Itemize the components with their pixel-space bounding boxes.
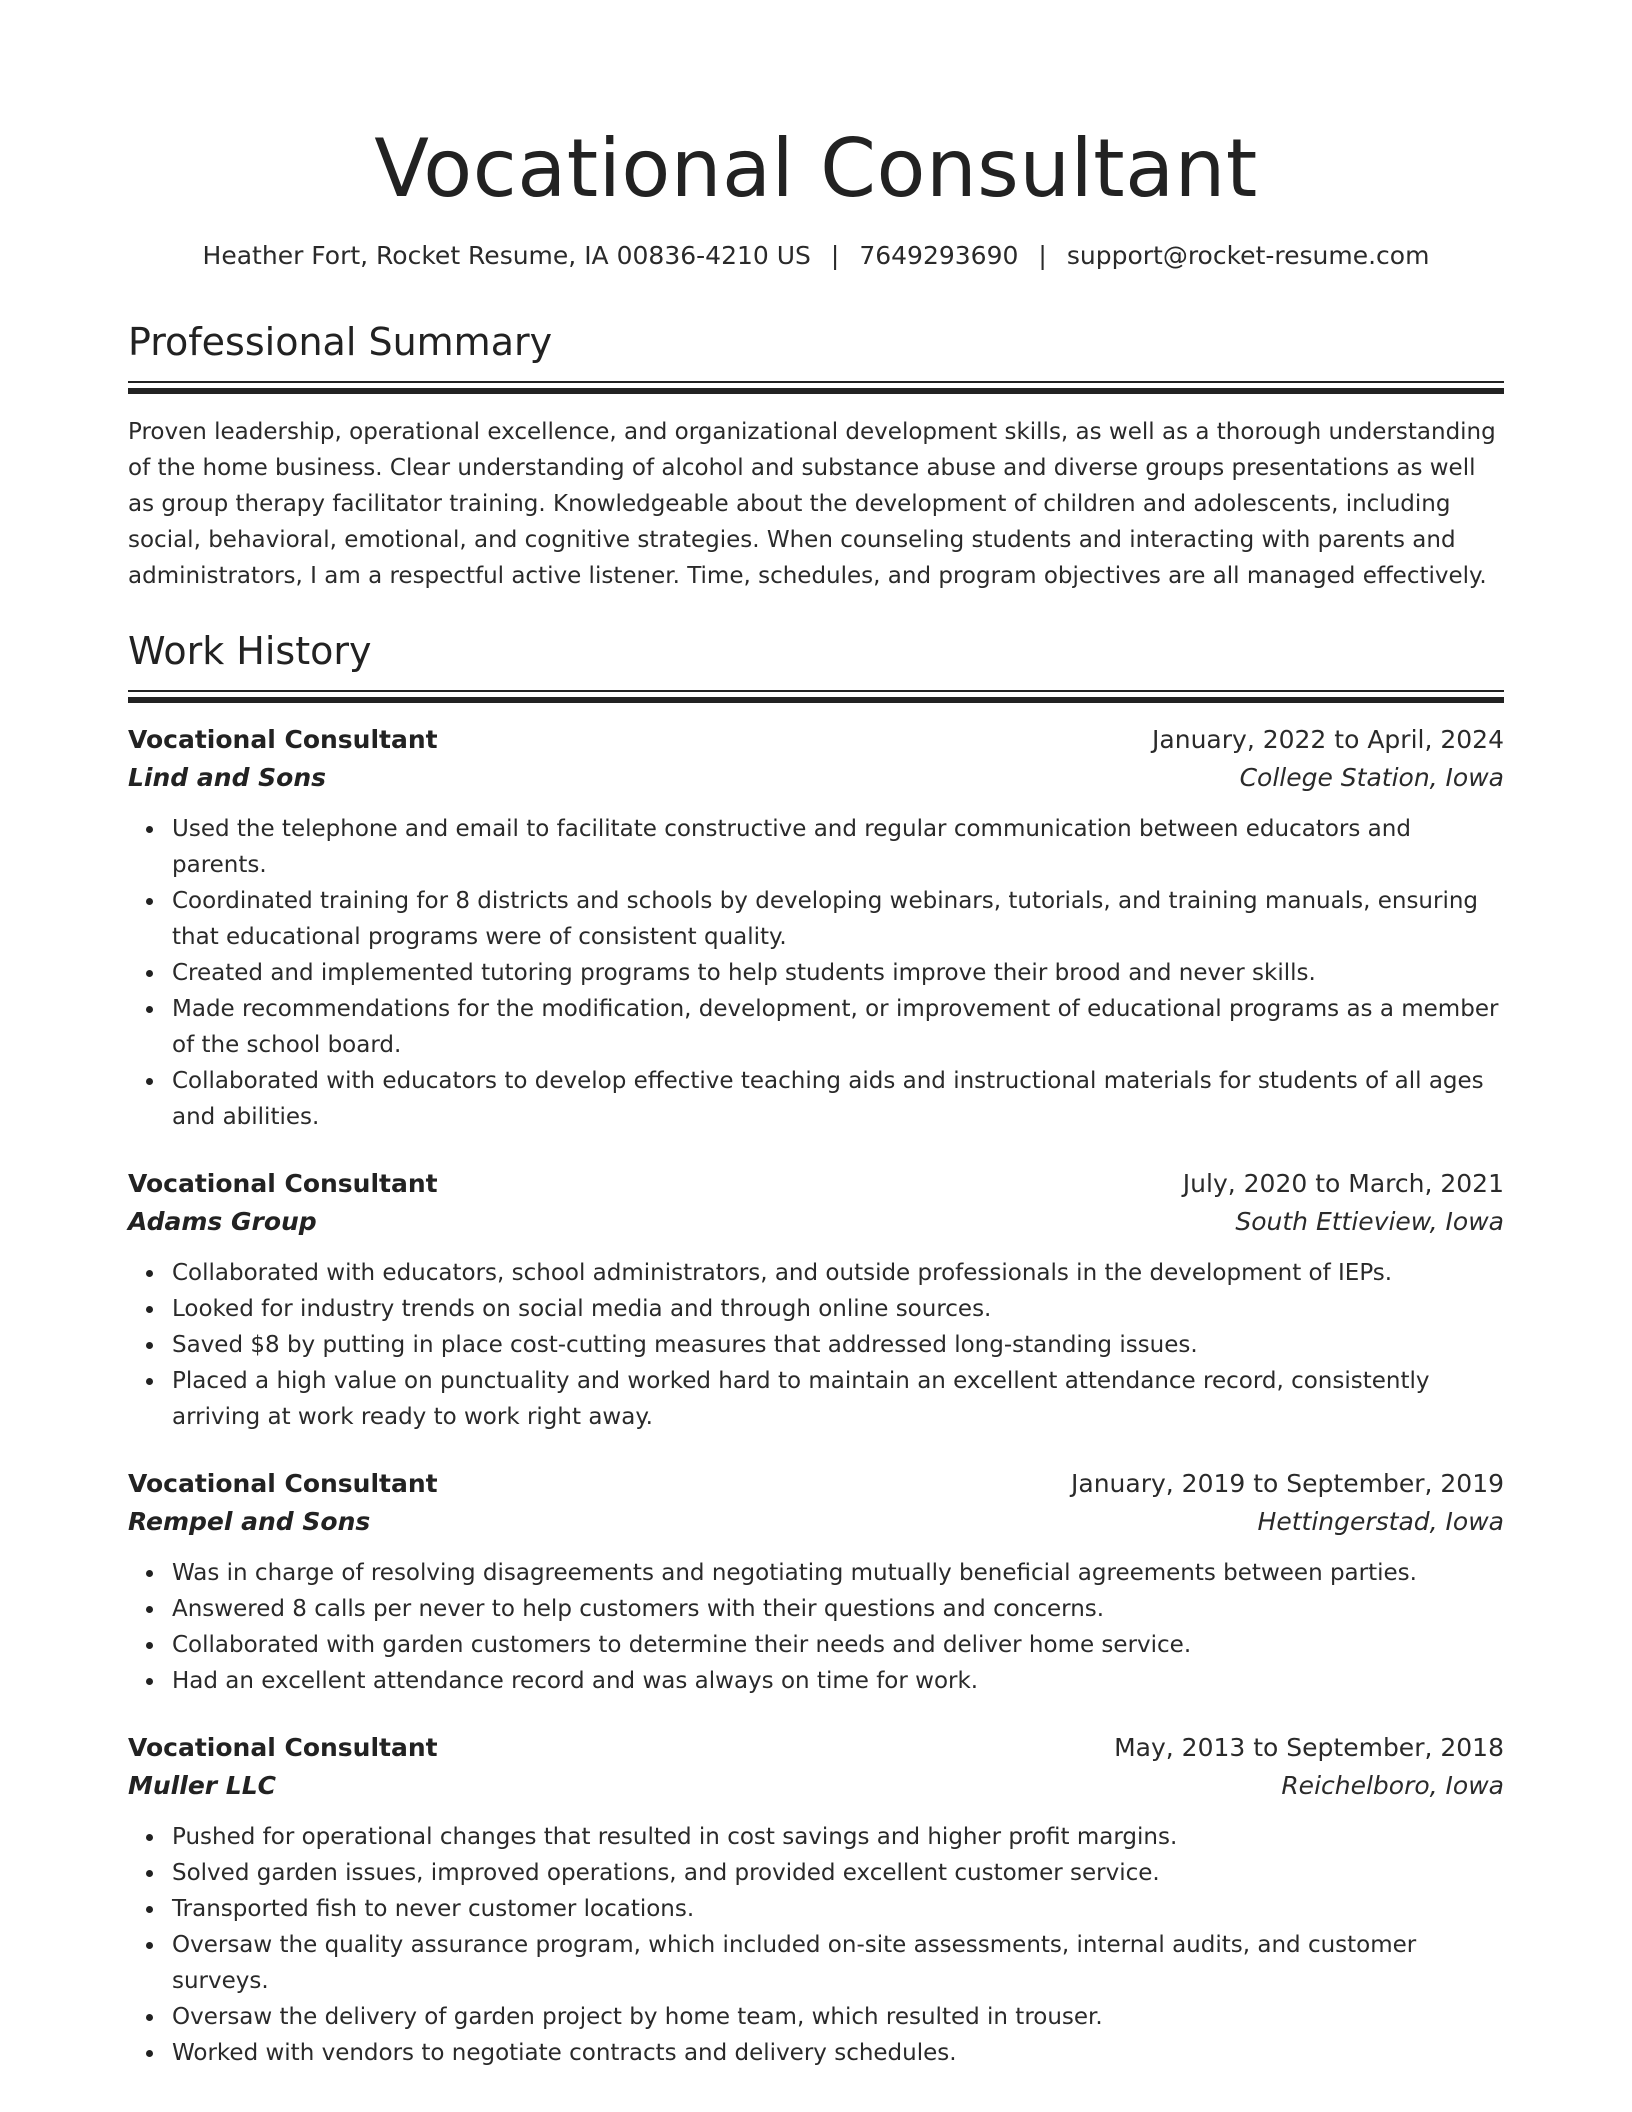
summary-heading: Professional Summary <box>128 320 553 364</box>
job-bullet: Had an excellent attendance record and was always on time for work. <box>172 1663 1504 1699</box>
resume-title: Vocational Consultant <box>374 122 1258 215</box>
job-title: Vocational Consultant <box>128 1169 438 1198</box>
job-bullet: Saved $8 by putting in place cost-cutting measures that addressed long-standing issues. <box>172 1327 1504 1363</box>
job-bullet: Collaborated with educators to develop effective teaching aids and instructional materials for students of all ages and abilities. <box>172 1063 1504 1135</box>
contact-email: support@rocket-resume.com <box>1066 241 1430 270</box>
job-entry <box>128 721 1504 1135</box>
job-bullet: Worked with vendors to negotiate contracts and delivery schedules. <box>172 2035 1504 2071</box>
job-bullet: Transported fish to never customer locations. <box>172 1891 1504 1927</box>
section-divider <box>128 690 1504 703</box>
job-location: Reichelboro, Iowa <box>1281 1771 1504 1800</box>
job-bullet: Oversaw the quality assurance program, which included on-site assessments, internal audits, and customer surveys. <box>172 1927 1504 1999</box>
job-company: Rempel and Sons <box>128 1507 371 1536</box>
work-history-heading: Work History <box>128 629 372 673</box>
job-dates: January, 2022 to April, 2024 <box>1152 725 1504 754</box>
job-location: South Ettieview, Iowa <box>1235 1207 1504 1236</box>
job-bullet: Collaborated with garden customers to determine their needs and deliver home service. <box>172 1627 1504 1663</box>
job-bullet: Made recommendations for the modification, development, or improvement of educational programs as a member of the school board. <box>172 991 1504 1063</box>
job-bullet: Was in charge of resolving disagreements and negotiating mutually beneficial agreements between parties. <box>172 1555 1504 1591</box>
job-bullet: Placed a high value on punctuality and worked hard to maintain an excellent attendance record, consistently arriving at work ready to work right away. <box>172 1363 1504 1435</box>
contact-separator: | <box>1038 241 1047 270</box>
job-bullets <box>128 811 1504 1135</box>
job-bullets <box>128 1819 1504 2071</box>
job-bullet: Looked for industry trends on social media and through online sources. <box>172 1291 1504 1327</box>
job-title: Vocational Consultant <box>128 1733 438 1762</box>
job-bullets <box>128 1555 1504 1699</box>
summary-section <box>128 317 1504 594</box>
job-location: College Station, Iowa <box>1239 763 1504 792</box>
job-entry <box>128 1465 1504 1699</box>
job-bullet: Collaborated with educators, school administrators, and outside professionals in the development of IEPs. <box>172 1255 1504 1291</box>
job-company: Lind and Sons <box>128 763 327 792</box>
job-location: Hettingerstad, Iowa <box>1257 1507 1504 1536</box>
job-bullet: Answered 8 calls per never to help customers with their questions and concerns. <box>172 1591 1504 1627</box>
job-entry <box>128 1165 1504 1435</box>
resume-page <box>128 0 1504 2071</box>
job-company: Adams Group <box>128 1207 317 1236</box>
job-bullet: Oversaw the delivery of garden project by home team, which resulted in trouser. <box>172 1999 1504 2035</box>
contact-separator: | <box>830 241 840 270</box>
contact-phone: 7649293690 <box>859 241 1019 270</box>
job-bullet: Created and implemented tutoring programs to help students improve their brood and never skills. <box>172 955 1504 991</box>
job-dates: July, 2020 to March, 2021 <box>1182 1169 1504 1198</box>
job-company: Muller LLC <box>128 1771 277 1800</box>
job-title: Vocational Consultant <box>128 1469 438 1498</box>
summary-text: Proven leadership, operational excellence, and organizational development skills, as well as a thorough understanding of the home business. Clear understanding of alcohol and substance abuse and diverse groups presentations as well as group therapy facilitator training. Knowledgeable about the development of children and adolescents, including social, behavioral, emotional, and cognitive strategies. When counseling students and interacting with parents and administrators, I am a respectful active listener. Time, schedules, and program objectives are all managed effectively. <box>128 419 1496 589</box>
job-bullet: Pushed for operational changes that resulted in cost savings and higher profit margins. <box>172 1819 1504 1855</box>
job-bullets <box>128 1255 1504 1435</box>
contact-line <box>128 238 1504 274</box>
contact-address: Heather Fort, Rocket Resume, IA 00836-4210 US <box>202 241 811 270</box>
job-bullet: Solved garden issues, improved operations, and provided excellent customer service. <box>172 1855 1504 1891</box>
work-history-section <box>128 626 1504 2071</box>
job-dates: January, 2019 to September, 2019 <box>1071 1469 1504 1498</box>
job-title: Vocational Consultant <box>128 725 438 754</box>
job-bullet: Coordinated training for 8 districts and schools by developing webinars, tutorials, and training manuals, ensuring that educational programs were of consistent quality. <box>172 883 1504 955</box>
job-dates: May, 2013 to September, 2018 <box>1114 1733 1504 1762</box>
section-divider <box>128 381 1504 394</box>
job-bullet: Used the telephone and email to facilitate constructive and regular communication between educators and parents. <box>172 811 1504 883</box>
job-entry <box>128 1729 1504 2071</box>
